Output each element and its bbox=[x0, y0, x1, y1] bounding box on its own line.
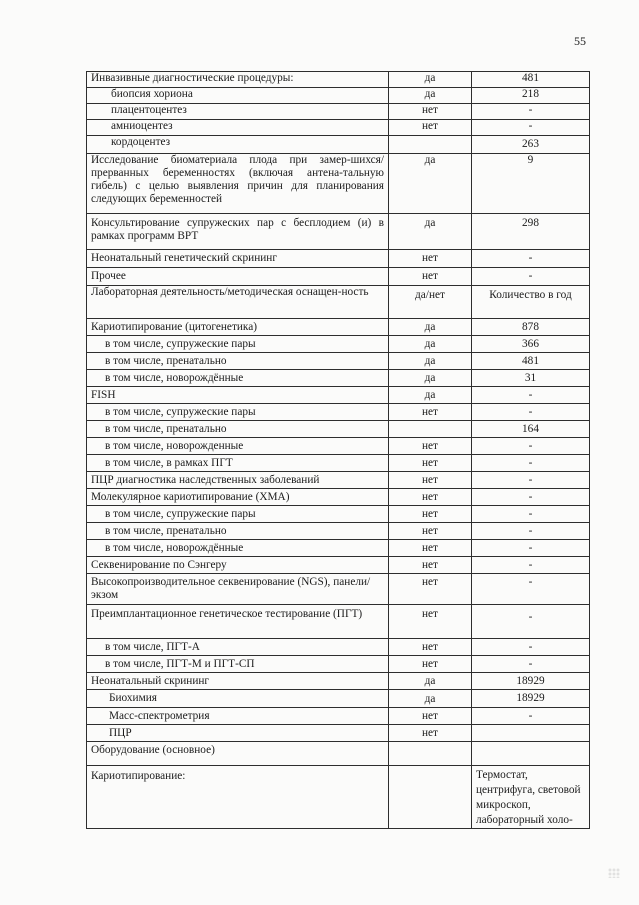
row-value: нет bbox=[389, 506, 472, 523]
table-row bbox=[87, 268, 590, 286]
table-row bbox=[87, 455, 590, 472]
table-row bbox=[87, 136, 590, 154]
table-row bbox=[87, 656, 590, 673]
row-label: Секвенирование по Сэнгеру bbox=[87, 557, 389, 574]
table-row bbox=[87, 88, 590, 104]
row-count: 18929 bbox=[472, 673, 590, 690]
row-count: 18929 bbox=[472, 690, 590, 708]
row-count: 263 bbox=[472, 136, 590, 154]
row-count: 481 bbox=[472, 72, 590, 88]
row-value: нет bbox=[389, 250, 472, 268]
row-value: нет bbox=[389, 557, 472, 574]
row-value: да/нет bbox=[389, 286, 472, 319]
row-label: в том числе, супружеские пары bbox=[87, 506, 389, 523]
table-row bbox=[87, 690, 590, 708]
row-count: 366 bbox=[472, 336, 590, 353]
row-label: в том числе, пренатально bbox=[87, 421, 389, 438]
row-count: - bbox=[472, 250, 590, 268]
row-count bbox=[472, 725, 590, 742]
row-label: в том числе, ПГТ-А bbox=[87, 639, 389, 656]
row-count: - bbox=[472, 506, 590, 523]
table-row bbox=[87, 766, 590, 829]
row-label: в том числе, новорожденные bbox=[87, 438, 389, 455]
row-count: - bbox=[472, 455, 590, 472]
table-row bbox=[87, 370, 590, 387]
row-label: FISH bbox=[87, 387, 389, 404]
table-row bbox=[87, 708, 590, 725]
row-count: - bbox=[472, 605, 590, 639]
table-row bbox=[87, 742, 590, 766]
row-count: - bbox=[472, 489, 590, 506]
row-label: Биохимия bbox=[87, 690, 389, 708]
row-value: нет bbox=[389, 489, 472, 506]
row-label: в том числе, супружеские пары bbox=[87, 404, 389, 421]
row-count bbox=[472, 742, 590, 766]
row-value: да bbox=[389, 72, 472, 88]
row-label: в том числе, пренатально bbox=[87, 353, 389, 370]
row-value: да bbox=[389, 154, 472, 214]
row-count: Термостат, центрифуга, световой микроскоп, лабораторный холо- bbox=[472, 766, 590, 829]
table-row bbox=[87, 489, 590, 506]
table-row bbox=[87, 506, 590, 523]
row-label: Оборудование (основное) bbox=[87, 742, 389, 766]
row-count: - bbox=[472, 574, 590, 605]
row-count: - bbox=[472, 268, 590, 286]
table-row bbox=[87, 72, 590, 88]
row-label: кордоцентез bbox=[87, 136, 389, 154]
table-row bbox=[87, 319, 590, 336]
row-label: ПЦР bbox=[87, 725, 389, 742]
row-value: нет bbox=[389, 472, 472, 489]
row-label: Исследование биоматериала плода при замер-шихся/прерванных беременностях (включая антена-тальную гибель) с целью выявления причин для планирования следующих беременностей bbox=[87, 154, 389, 214]
row-label: в том числе, супружеские пары bbox=[87, 336, 389, 353]
row-value: да bbox=[389, 353, 472, 370]
row-value: нет bbox=[389, 523, 472, 540]
row-value: нет bbox=[389, 708, 472, 725]
row-label: Лабораторная деятельность/методическая оснащен-ность bbox=[87, 286, 389, 319]
row-value: да bbox=[389, 370, 472, 387]
row-value: нет bbox=[389, 455, 472, 472]
row-value: нет bbox=[389, 574, 472, 605]
row-label: амниоцентез bbox=[87, 120, 389, 136]
table-row bbox=[87, 336, 590, 353]
row-label: Неонатальный скрининг bbox=[87, 673, 389, 690]
table-row bbox=[87, 523, 590, 540]
row-label: Молекулярное кариотипирование (ХМА) bbox=[87, 489, 389, 506]
row-label: Преимплантационное генетическое тестирование (ПГТ) bbox=[87, 605, 389, 639]
row-count: - bbox=[472, 708, 590, 725]
row-count: 164 bbox=[472, 421, 590, 438]
row-count: 481 bbox=[472, 353, 590, 370]
row-count: - bbox=[472, 656, 590, 673]
row-value: нет bbox=[389, 725, 472, 742]
page-number: 55 bbox=[574, 34, 586, 48]
table-row bbox=[87, 353, 590, 370]
row-label: плацентоцентез bbox=[87, 104, 389, 120]
row-label: Кариотипирование (цитогенетика) bbox=[87, 319, 389, 336]
row-label: ПЦР диагностика наследственных заболеваний bbox=[87, 472, 389, 489]
row-count: 218 bbox=[472, 88, 590, 104]
row-value: да bbox=[389, 214, 472, 250]
row-count: 298 bbox=[472, 214, 590, 250]
row-label: Неонатальный генетический скрининг bbox=[87, 250, 389, 268]
row-count: - bbox=[472, 120, 590, 136]
table-row bbox=[87, 574, 590, 605]
table-row bbox=[87, 540, 590, 557]
row-count: - bbox=[472, 523, 590, 540]
table-row bbox=[87, 104, 590, 120]
row-value: да bbox=[389, 673, 472, 690]
diagnostics-table bbox=[86, 71, 590, 829]
row-value: нет bbox=[389, 268, 472, 286]
row-value: да bbox=[389, 336, 472, 353]
table-row bbox=[87, 639, 590, 656]
row-value: да bbox=[389, 387, 472, 404]
table-row bbox=[87, 286, 590, 319]
table-row bbox=[87, 120, 590, 136]
table-row bbox=[87, 404, 590, 421]
table-row bbox=[87, 421, 590, 438]
row-value: нет bbox=[389, 404, 472, 421]
row-value: нет bbox=[389, 120, 472, 136]
row-label: в том числе, пренатально bbox=[87, 523, 389, 540]
row-count: - bbox=[472, 387, 590, 404]
table-row bbox=[87, 154, 590, 214]
row-value bbox=[389, 421, 472, 438]
table-row bbox=[87, 725, 590, 742]
row-count: - bbox=[472, 404, 590, 421]
row-count: - bbox=[472, 557, 590, 574]
row-value bbox=[389, 766, 472, 829]
row-value bbox=[389, 136, 472, 154]
row-label: биопсия хориона bbox=[87, 88, 389, 104]
row-label: Высокопроизводительное секвенирование (NGS), панели/экзом bbox=[87, 574, 389, 605]
row-value: нет bbox=[389, 540, 472, 557]
row-label: Инвазивные диагностические процедуры: bbox=[87, 72, 389, 88]
row-count: 31 bbox=[472, 370, 590, 387]
table-row bbox=[87, 472, 590, 489]
table-row bbox=[87, 673, 590, 690]
row-value: нет bbox=[389, 639, 472, 656]
row-label: Кариотипирование: bbox=[87, 766, 389, 829]
table-row bbox=[87, 387, 590, 404]
row-value bbox=[389, 742, 472, 766]
row-value: нет bbox=[389, 605, 472, 639]
row-count: - bbox=[472, 472, 590, 489]
row-value: нет bbox=[389, 438, 472, 455]
row-value: нет bbox=[389, 656, 472, 673]
row-count: 878 bbox=[472, 319, 590, 336]
row-label: в том числе, новорождённые bbox=[87, 540, 389, 557]
table-row bbox=[87, 557, 590, 574]
row-count: - bbox=[472, 104, 590, 120]
row-label: Прочее bbox=[87, 268, 389, 286]
row-value: да bbox=[389, 88, 472, 104]
row-value: да bbox=[389, 690, 472, 708]
table-row bbox=[87, 250, 590, 268]
scan-speck bbox=[608, 868, 620, 878]
row-value: нет bbox=[389, 104, 472, 120]
row-label: в том числе, новорождённые bbox=[87, 370, 389, 387]
table-row bbox=[87, 214, 590, 250]
table-row bbox=[87, 605, 590, 639]
row-label: в том числе, ПГТ-М и ПГТ-СП bbox=[87, 656, 389, 673]
row-label: Консультирование супружеских пар с бесплодием (и) в рамках программ ВРТ bbox=[87, 214, 389, 250]
row-count: - bbox=[472, 540, 590, 557]
row-value: да bbox=[389, 319, 472, 336]
row-count: - bbox=[472, 639, 590, 656]
row-count: 9 bbox=[472, 154, 590, 214]
row-count: - bbox=[472, 438, 590, 455]
row-label: Масс-спектрометрия bbox=[87, 708, 389, 725]
table-row bbox=[87, 438, 590, 455]
row-label: в том числе, в рамках ПГТ bbox=[87, 455, 389, 472]
row-count: Количество в год bbox=[472, 286, 590, 319]
